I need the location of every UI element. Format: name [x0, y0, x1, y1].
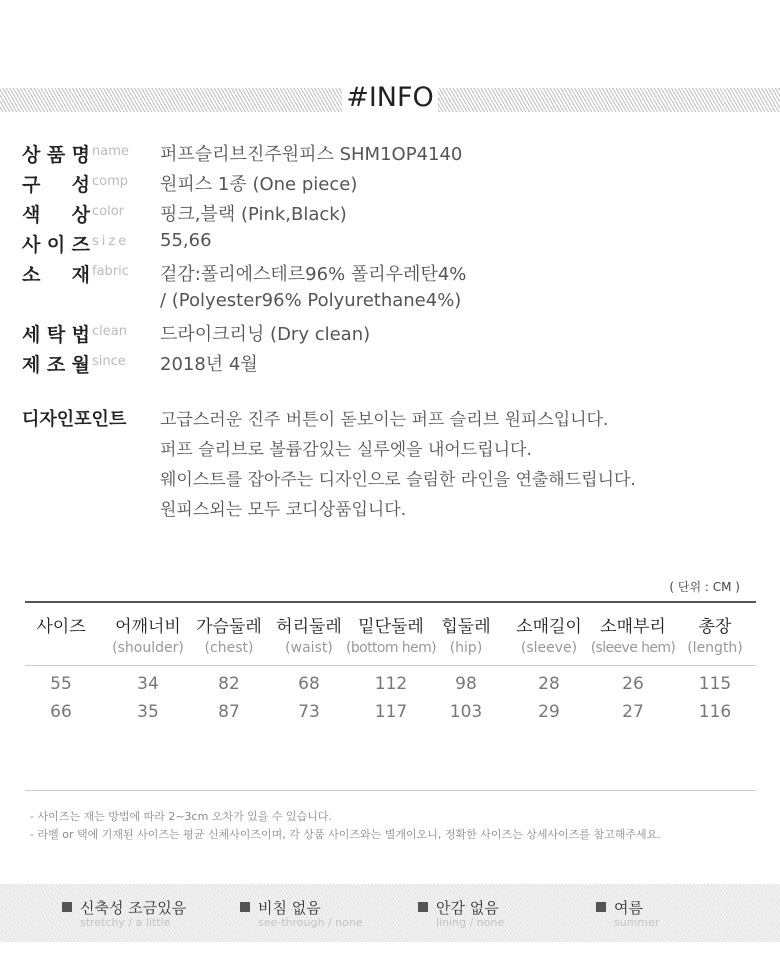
- table-cell: 68: [298, 674, 320, 694]
- square-bullet-icon: [418, 902, 428, 912]
- spec-value: 55,66: [160, 230, 212, 251]
- feature-label-en: lining / none: [436, 916, 505, 929]
- spec-label: 세 탁 법: [22, 324, 90, 346]
- spec-label-en: size: [92, 234, 130, 249]
- spec-value: 핑크,블랙 (Pink,Black): [160, 204, 347, 225]
- table-header-cell: 사이즈: [36, 617, 86, 637]
- table-cell: 66: [50, 702, 72, 722]
- square-bullet-icon: [62, 902, 72, 912]
- design-point-line: 원피스외는 모두 코디상품입니다.: [160, 500, 407, 520]
- table-header-cell: 힙둘레: [441, 617, 491, 637]
- feature-label: 신축성 조금있음: [80, 899, 187, 917]
- table-cell: 28: [538, 674, 560, 694]
- table-cell: 82: [218, 674, 240, 694]
- size-note: - 라벨 or 택에 기재된 사이즈는 평균 신체사이즈이며, 각 상품 사이즈와는 별개이오니, 정확한 사이즈는 상세사이즈를 참고해주세요.: [30, 828, 661, 841]
- spec-label-en: comp: [92, 174, 129, 189]
- table-header-subcell: (shoulder): [112, 640, 184, 656]
- design-point-line: 웨이스트를 잡아주는 디자인으로 슬림한 라인을 연출해드립니다.: [160, 470, 636, 490]
- design-point-text: [160, 405, 636, 525]
- table-header-rule: [25, 665, 756, 666]
- table-header-subcell: (chest): [204, 640, 254, 656]
- table-header-cell: 어깨너비: [115, 617, 181, 637]
- table-cell: 55: [50, 674, 72, 694]
- table-cell: 103: [449, 702, 483, 722]
- table-header-cell: 소매길이: [516, 617, 582, 637]
- spec-label: 제 조 월: [22, 354, 90, 376]
- size-note: - 사이즈는 재는 방법에 따라 2~3cm 오차가 있을 수 있습니다.: [30, 810, 333, 823]
- feature-label: 안감 없음: [436, 899, 499, 917]
- spec-label-en: since: [92, 354, 126, 369]
- table-cell: 115: [698, 674, 732, 694]
- spec-label-en: color: [92, 204, 125, 219]
- spec-label: 소 재: [22, 264, 90, 286]
- table-cell: 98: [455, 674, 477, 694]
- table-header-subcell: (bottom hem): [346, 640, 436, 656]
- table-header-cell: 소매부리: [600, 617, 666, 637]
- table-cell: 27: [622, 702, 644, 722]
- table-header-cell: 밑단둘레: [358, 617, 424, 637]
- spec-label-en: clean: [92, 324, 127, 339]
- table-cell: 29: [538, 702, 560, 722]
- table-header-subcell: (length): [687, 640, 743, 656]
- table-header-cell: 허리둘레: [276, 617, 342, 637]
- spec-label-en: name: [92, 144, 129, 159]
- table-cell: 116: [698, 702, 732, 722]
- table-cell: 35: [137, 702, 159, 722]
- feature-label: 여름: [614, 899, 643, 917]
- spec-label: 상 품 명: [22, 144, 90, 166]
- table-cell: 34: [137, 674, 159, 694]
- table-header-cell: 가슴둘레: [196, 617, 262, 637]
- unit-note: ( 단위 : CM ): [669, 580, 740, 594]
- square-bullet-icon: [240, 902, 250, 912]
- spec-label: 사 이 즈: [22, 234, 90, 256]
- table-cell: 73: [298, 702, 320, 722]
- spec-label: 색 상: [22, 204, 90, 226]
- table-header-subcell: (hip): [449, 640, 483, 656]
- spec-label-en: fabric: [92, 264, 129, 279]
- table-bottom-rule: [25, 790, 756, 791]
- spec-value: 2018년 4월: [160, 354, 258, 375]
- info-title: #INFO: [0, 82, 780, 113]
- table-cell: 26: [622, 674, 644, 694]
- square-bullet-icon: [596, 902, 606, 912]
- spec-value-line2: / (Polyester96% Polyurethane4%): [160, 290, 462, 311]
- table-cell: 117: [374, 702, 408, 722]
- spec-label: 구 성: [22, 174, 90, 196]
- feature-label: 비침 없음: [258, 899, 321, 917]
- feature-label-en: summer: [614, 916, 660, 929]
- design-point-line: 고급스러운 진주 버튼이 돋보이는 퍼프 슬리브 원피스입니다.: [160, 410, 609, 430]
- design-point-label: 디자인포인트: [22, 409, 127, 430]
- spec-value: 퍼프슬리브진주원피스 SHM1OP4140: [160, 144, 463, 165]
- table-cell: 112: [374, 674, 408, 694]
- table-header-subcell: (waist): [285, 640, 333, 656]
- spec-value: 원피스 1종 (One piece): [160, 174, 358, 195]
- spec-value: 드라이크리닝 (Dry clean): [160, 324, 371, 345]
- feature-label-en: see-through / none: [258, 916, 363, 929]
- table-header-subcell: (sleeve hem): [590, 640, 676, 656]
- table-top-rule: [25, 601, 756, 603]
- table-header-cell: 총장: [698, 617, 732, 637]
- feature-label-en: stretchy / a little: [80, 916, 171, 929]
- table-header-subcell: (sleeve): [520, 640, 578, 656]
- design-point-line: 퍼프 슬리브로 볼륨감있는 실루엣을 내어드립니다.: [160, 440, 532, 460]
- spec-value: 겉감:폴리에스테르96% 폴리우레탄4%: [160, 264, 467, 285]
- table-cell: 87: [218, 702, 240, 722]
